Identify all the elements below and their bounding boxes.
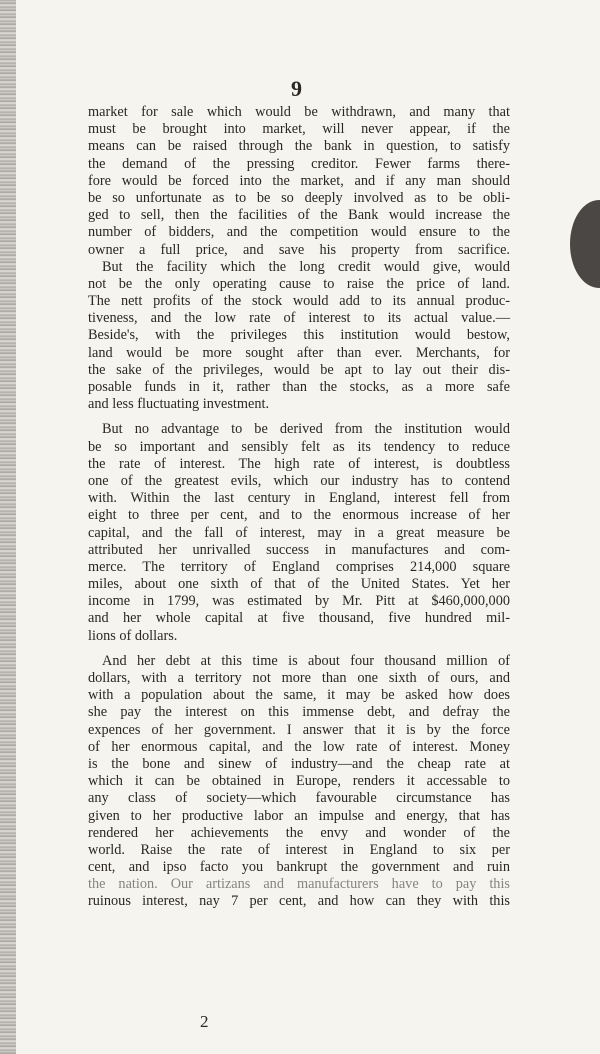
text-line: and her whole capital at five thousand, five hundred mil- (88, 610, 510, 627)
text-line: merce. The territory of England comprises 214,000 square (88, 558, 510, 575)
text-line: ged to sell, then the facilities of the Bank would increase the (88, 207, 510, 224)
text-line: miles, about one sixth of that of the United States. Yet her (88, 576, 510, 593)
text-line: And her debt at this time is about four thousand million of (102, 652, 510, 669)
text-line: land would be more sought after than ever. Merchants, for (88, 344, 510, 361)
paragraph-1 (88, 104, 510, 259)
text-line: any class of society—which favourable circumstance has (88, 790, 510, 807)
text-line: be so important and sensibly felt as its tendency to reduce (88, 438, 510, 455)
signature-mark: 2 (200, 1012, 209, 1031)
thumb-shadow (570, 200, 600, 288)
text-line: attributed her unrivalled success in manufactures and com- (88, 541, 510, 558)
text-line: not be the only operating cause to raise the price of land. (88, 275, 510, 292)
text-line: market for sale which would be withdrawn, and many that (88, 104, 510, 120)
text-line: posable funds in it, rather than the stocks, as a more safe (88, 379, 510, 395)
text-line: with. Within the last century in England, interest fell from (88, 490, 510, 507)
text-line: number of bidders, and the competition would ensure to the (88, 224, 510, 241)
text-line: the rate of interest. The high rate of interest, is doubtless (88, 455, 510, 472)
page-number: 9 (291, 76, 303, 101)
text-line: capital, and the fall of interest, may in a great measure be (88, 524, 510, 541)
text-line: The nett profits of the stock would add to its annual produc- (88, 293, 510, 310)
text-line: with a population about the same, it may be asked how does (88, 687, 510, 704)
text-line: one of the greatest evils, which our industry has to contend (88, 472, 510, 489)
text-line: fore would be forced into the market, and if any man should (88, 172, 510, 189)
paragraph-2 (88, 259, 510, 414)
text-line: given to her productive labor an impulse and energy, that has (88, 807, 510, 824)
text-line: which it can be obtained in Europe, renders it accessable to (88, 773, 510, 790)
text-line: owner a full price, and save his property from sacrifice. (88, 241, 510, 258)
text-line: world. Raise the rate of interest in England to six per (88, 841, 510, 858)
text-line: the demand of the pressing creditor. Fewer farms there- (88, 155, 510, 172)
text-line: the nation. Our artizans and manufacturers have to pay this (88, 876, 510, 893)
text-line: she pay the interest on this immense debt, and defray the (88, 704, 510, 721)
text-line: ruinous interest, nay 7 per cent, and how can they with this (88, 893, 510, 910)
paragraph-3 (88, 421, 510, 644)
text-line: But the facility which the long credit would give, would (102, 258, 510, 275)
text-line: But no advantage to be derived from the institution would (102, 421, 510, 438)
text-line: lions of dollars. (88, 627, 178, 644)
text-line: of her enormous capital, and the low rate of interest. Money (88, 738, 510, 755)
text-line: be so unfortunate as to be so deeply involved as to be obli- (88, 189, 510, 206)
text-line: expences of her government. I answer that it is by the force (88, 721, 510, 738)
text-line: the sake of the privileges, would be apt to lay out their dis- (88, 361, 510, 378)
text-line: cent, and ipso facto you bankrupt the government and ruin (88, 859, 510, 876)
text-line: rendered her achievements the envy and wonder of the (88, 824, 510, 841)
text-line: must be brought into market, will never appear, if the (88, 121, 510, 138)
text-line: Beside's, with the privileges this institution would bestow, (88, 327, 510, 344)
text-line: income in 1799, was estimated by Mr. Pitt at $460,000,000 (88, 593, 510, 610)
body-text (88, 104, 510, 911)
text-line: means can be raised through the bank in question, to satisfy (88, 138, 510, 155)
paragraph-4 (88, 653, 510, 911)
text-line: eight to three per cent, and to the enormous increase of her (88, 507, 510, 524)
text-line: tiveness, and the low rate of interest to its actual value.— (88, 310, 510, 327)
text-line: dollars, with a territory not more than one sixth of ours, and (88, 670, 510, 686)
text-line: is the bone and sinew of industry—and the cheap rate at (88, 755, 510, 772)
binding-edge (0, 0, 16, 1054)
text-line: and less fluctuating investment. (88, 396, 270, 413)
